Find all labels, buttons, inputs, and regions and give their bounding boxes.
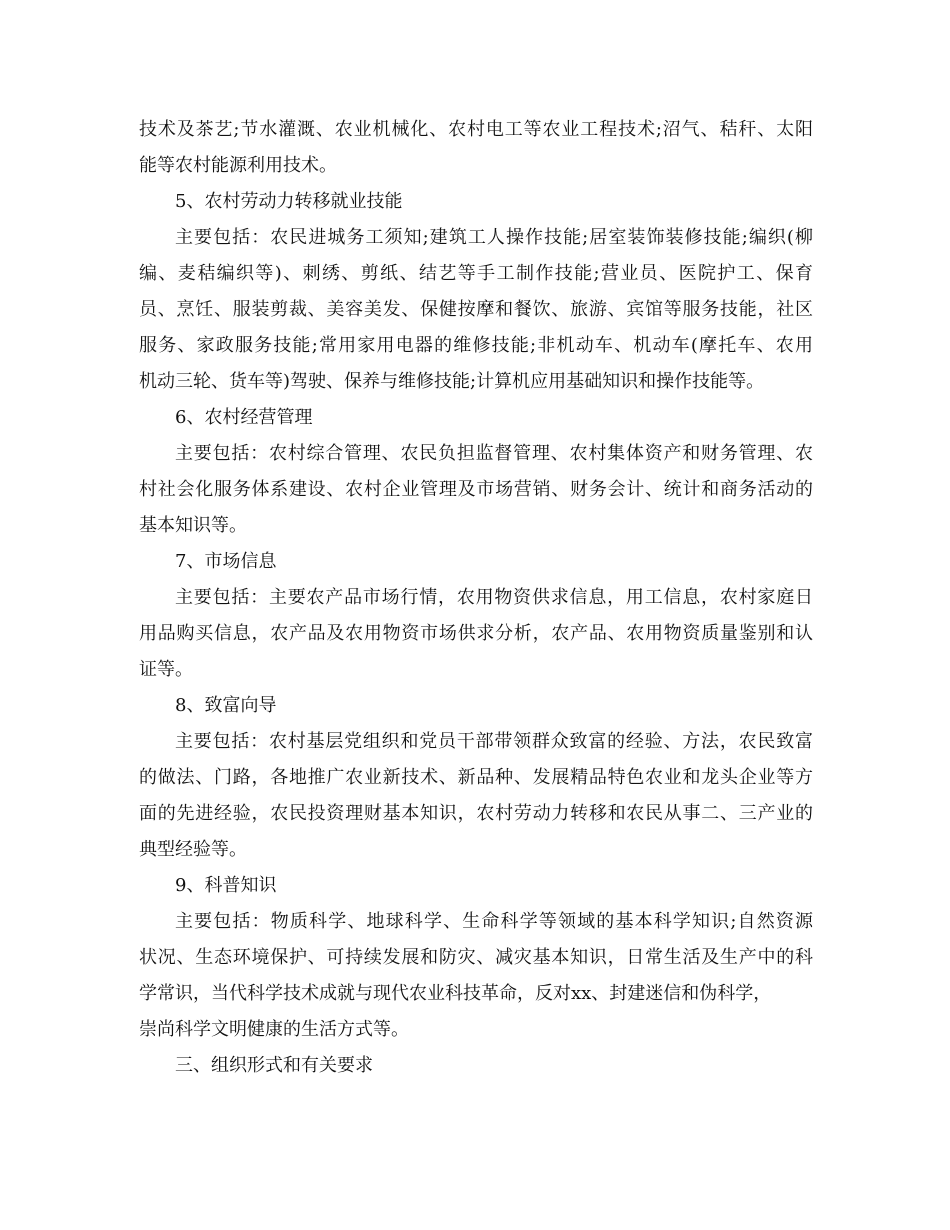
text-line: 崇尚科学文明健康的生活方式等。	[139, 1019, 409, 1040]
text-line: 主要包括：农民进城务工须知;建筑工人操作技能;居室装饰装修技能;编织(柳	[175, 227, 813, 248]
section-heading-7: 7、市场信息	[175, 551, 277, 572]
document-body	[139, 112, 813, 1084]
text-line: 技术及茶艺;节水灌溉、农业机械化、农村电工等农业工程技术;沼气、秸秆、太阳	[139, 119, 813, 140]
text-line: 编、麦秸编织等)、刺绣、剪纸、结艺等手工制作技能;营业员、医院护工、保育	[139, 263, 813, 284]
section-heading-9: 9、科普知识	[175, 875, 277, 896]
text-line: 面的先进经验，农民投资理财基本知识，农村劳动力转移和农民从事二、三产业的	[139, 803, 813, 824]
text-line: 机动三轮、货车等)驾驶、保养与维修技能;计算机应用基础知识和操作技能等。	[139, 371, 765, 392]
text-line: 状况、生态环境保护、可持续发展和防灾、减灾基本知识，日常生活及生产中的科	[139, 947, 813, 968]
text-line: 证等。	[139, 659, 193, 680]
text-line: 典型经验等。	[139, 839, 247, 860]
section-heading-8: 8、致富向导	[175, 695, 277, 716]
text-line: 村社会化服务体系建设、农村企业管理及市场营销、财务会计、统计和商务活动的	[139, 479, 813, 500]
text-line: 用品购买信息，农产品及农用物资市场供求分析，农产品、农用物资质量鉴别和认	[139, 623, 813, 644]
body-paragraph	[139, 220, 813, 400]
text-line: 员、烹饪、服装剪裁、美容美发、保健按摩和餐饮、旅游、宾馆等服务技能，社区	[139, 299, 813, 320]
text-line: 主要包括：农村综合管理、农民负担监督管理、农村集体资产和财务管理、农	[175, 443, 813, 464]
text-line: 主要包括：物质科学、地球科学、生命科学等领域的基本科学知识;自然资源	[175, 911, 813, 932]
section-heading-6: 6、农村经营管理	[175, 407, 313, 428]
body-paragraph	[139, 904, 813, 1048]
text-line: 的做法、门路，各地推广农业新技术、新品种、发展精品特色农业和龙头企业等方	[139, 767, 813, 788]
continuation-paragraph	[139, 112, 813, 184]
text-line: 主要包括：农村基层党组织和党员干部带领群众致富的经验、方法，农民致富	[175, 731, 813, 752]
body-paragraph	[139, 724, 813, 868]
section-heading-5: 5、农村劳动力转移就业技能	[175, 191, 403, 212]
text-line: 学常识，当代科学技术成就与现代农业科技革命，反对xx、封建迷信和伪科学，	[139, 983, 772, 1004]
section-heading-organization: 三、组织形式和有关要求	[175, 1055, 373, 1076]
text-line: 主要包括：主要农产品市场行情，农用物资供求信息，用工信息，农村家庭日	[175, 587, 813, 608]
text-line: 能等农村能源利用技术。	[139, 155, 337, 176]
body-paragraph	[139, 580, 813, 688]
text-line: 基本知识等。	[139, 515, 247, 536]
body-paragraph	[139, 436, 813, 544]
text-line: 服务、家政服务技能;常用家用电器的维修技能;非机动车、机动车(摩托车、农用	[139, 335, 813, 356]
